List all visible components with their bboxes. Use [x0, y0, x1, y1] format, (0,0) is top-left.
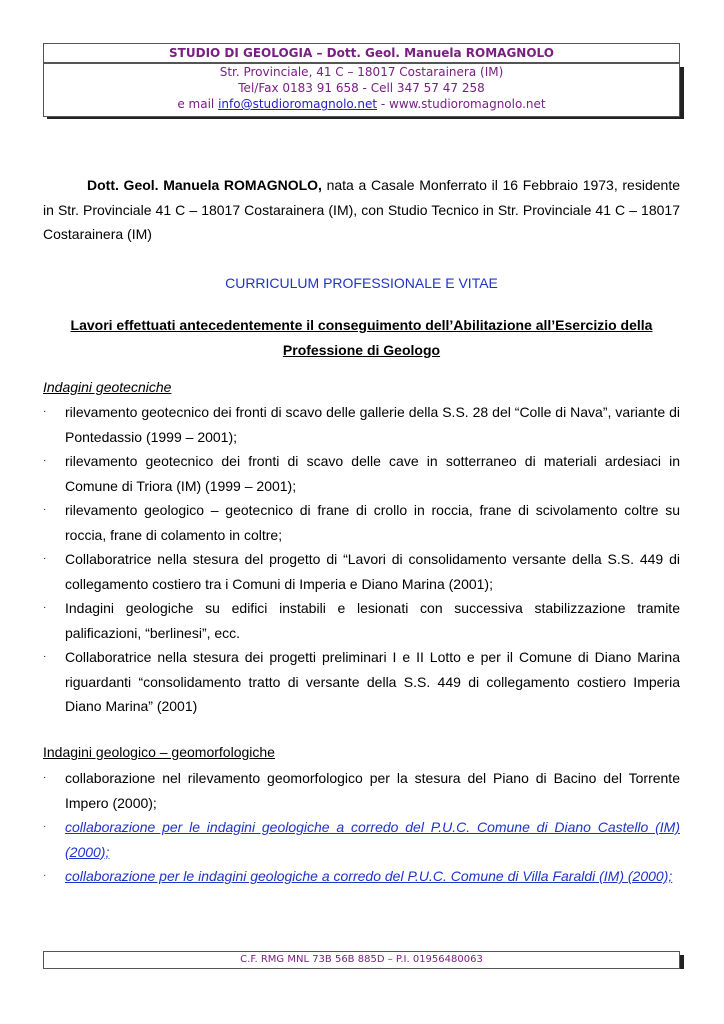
list-item: · Collaboratrice nella stesura dei progetti preliminari I e II Lotto e per il Comune di Diano Marina riguardanti “consolidamento tratto di versante della S.S. 449 di collegamento costiero Imperia Diano Marina” (2001) — [43, 645, 680, 719]
intro-paragraph — [43, 173, 680, 247]
bullet-icon: · — [43, 406, 47, 417]
geotech-list — [43, 400, 680, 719]
letterhead-address: Str. Provinciale, 41 C – 18017 Costarainera (IM) — [219, 65, 504, 79]
list-item: · rilevamento geologico – geotecnico di frane di crollo in roccia, frane di scivolamento coltre su roccia, frane di colamento in coltre; — [43, 498, 680, 547]
email-link[interactable]: info@studioromagnolo.net — [218, 97, 378, 111]
bullet-icon: · — [43, 553, 47, 564]
bullet-icon: · — [43, 870, 47, 881]
website-text: www.studioromagnolo.net — [389, 97, 546, 111]
bullet-icon: · — [43, 772, 47, 783]
bullet-icon: · — [43, 821, 47, 832]
letterhead-title: STUDIO DI GEOLOGIA – Dott. Geol. Manuela ROMAGNOLO — [43, 43, 680, 63]
bullet-icon: · — [43, 504, 47, 515]
bullet-icon: · — [43, 651, 47, 662]
letterhead-phone: Tel/Fax 0183 91 658 - Cell 347 57 47 258 — [238, 81, 485, 95]
geotech-heading: Indagini geotecniche — [43, 379, 172, 395]
section-title-line-2: Professione di Geologo — [282, 341, 441, 358]
letterhead-contacts — [43, 63, 680, 117]
list-item-link[interactable]: · collaborazione per le indagini geologiche a corredo del P.U.C. Comune di Villa Faraldi (IM) (2000); — [43, 864, 680, 889]
list-item: · collaborazione nel rilevamento geomorfologico per la stesura del Piano di Bacino del Torrente Impero (2000); — [43, 766, 680, 815]
mail-prefix: e mail — [177, 97, 219, 111]
section-title-line-1: Lavori effettuati antecedentemente il conseguimento dell’Abilitazione all’Esercizio della — [70, 317, 653, 333]
section-title — [43, 313, 680, 362]
list-item: · rilevamento geotecnico dei fronti di scavo delle gallerie della S.S. 28 del “Colle di Nava”, variante di Pontedassio (1999 – 2001); — [43, 400, 680, 449]
geomorph-heading: Indagini geologico – geomorfologiche — [43, 744, 275, 760]
list-item: · rilevamento geotecnico dei fronti di scavo delle cave in sotterraneo di materiali ardesiaci in Comune di Triora (IM) (1999 – 2001); — [43, 449, 680, 498]
intro-name: Dott. Geol. Manuela ROMAGNOLO, — [87, 177, 322, 193]
footer-tax-info: C.F. RMG MNL 73B 56B 885D – P.I. 01956480063 — [43, 951, 680, 969]
list-item-link[interactable]: · collaborazione per le indagini geologiche a corredo del P.U.C. Comune di Diano Castello (IM) (2000); — [43, 815, 680, 864]
geomorph-list — [43, 766, 680, 889]
list-item: · Collaboratrice nella stesura del progetto di “Lavori di consolidamento versante della S.S. 449 di collegamento costiero tra i Comuni di Imperia e Diano Marina (2001); — [43, 547, 680, 596]
cv-heading: CURRICULUM PROFESSIONALE E VITAE — [225, 275, 498, 291]
list-item: · Indagini geologiche su edifici instabili e lesionati con successiva stabilizzazione tramite palificazioni, “berlinesi”, ecc. — [43, 596, 680, 645]
intro-text: nata a Casale Monferrato il 16 Febbraio 1973, residente in Str. Provinciale 41 C – 18017 Costarainera (IM), con Studio Tecnico in Str. Provinciale 41 C – 18017 Costarainera (IM) — [43, 177, 680, 242]
bullet-icon: · — [43, 602, 47, 613]
letterhead-mail-line — [44, 96, 679, 112]
bullet-icon: · — [43, 455, 47, 466]
web-separator: - — [377, 97, 390, 111]
